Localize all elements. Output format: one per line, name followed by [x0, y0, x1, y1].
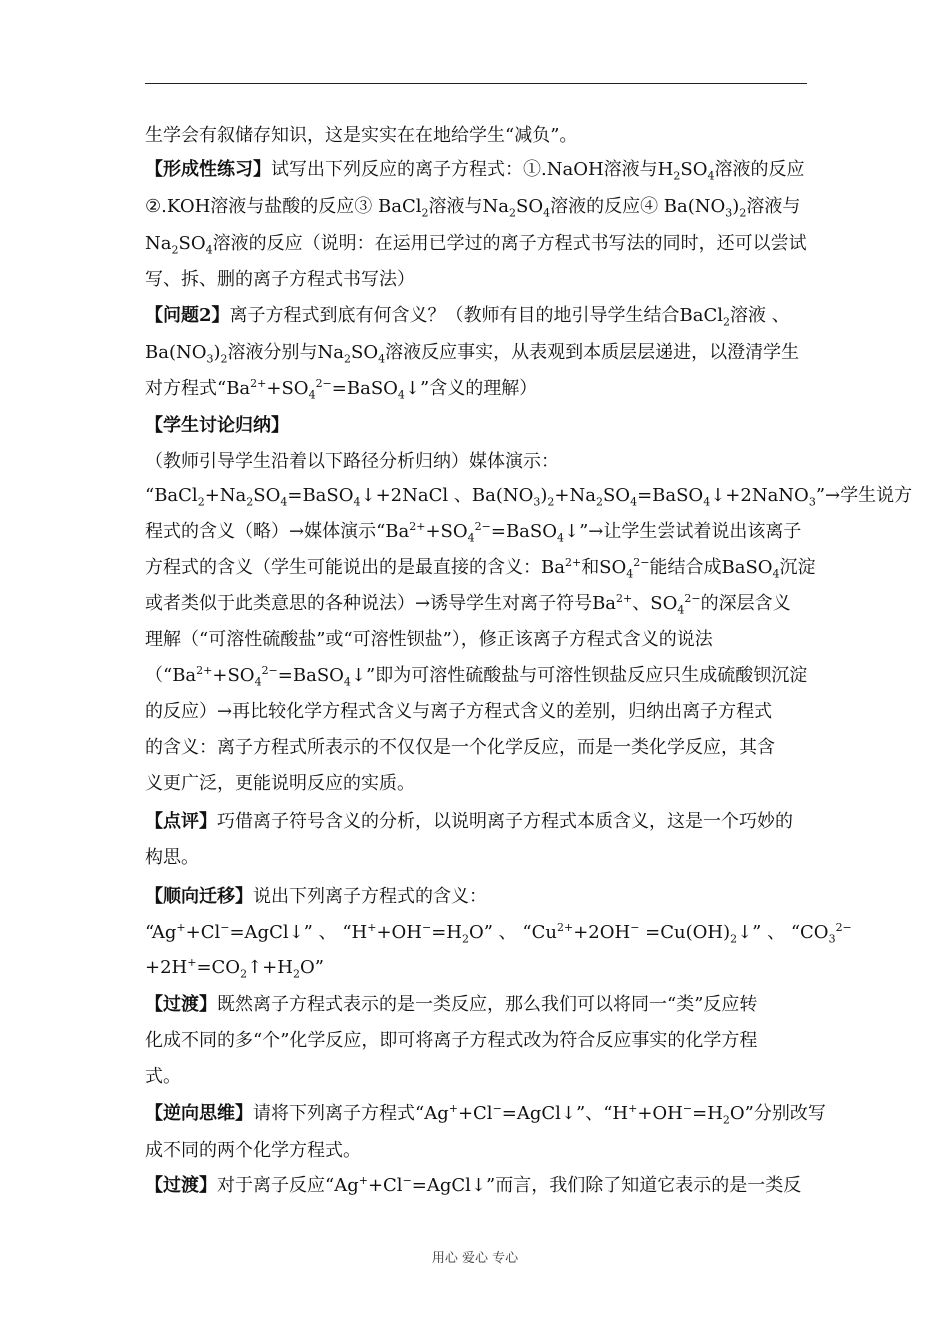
text-run: 对于离子反应“Ag — [217, 1175, 359, 1196]
chem-supscript: 2− — [684, 592, 701, 605]
chem-supscript: − — [492, 1102, 502, 1115]
text-run: Ba(NO — [145, 342, 207, 363]
text-line — [145, 414, 810, 438]
chem-subscript: 2 — [344, 352, 352, 366]
text-run: 化成不同的多“个”化学反应，即可将离子方程式改为符合反应事实的化学方程 — [145, 1030, 758, 1051]
chem-subscript: 3 — [206, 352, 214, 366]
text-line — [145, 1139, 810, 1163]
text-run: SO — [351, 342, 379, 363]
text-run: +SO — [266, 378, 309, 399]
text-line — [145, 304, 810, 328]
text-run: 溶液的反应（说明：在运用已学过的离子方程式书写法的同时，还可以尝试 — [212, 233, 807, 254]
text-run: ↓”即为可溶性硫酸盐与可溶性钡盐反应只生成硫酸钡沉淀 — [350, 665, 808, 686]
text-run: 既然离子方程式表示的是一类反应，那么我们可以将同一“类”反应转 — [217, 994, 758, 1015]
text-run: “BaCl — [145, 485, 198, 506]
text-run: +SO — [425, 521, 468, 542]
chem-subscript: 4 — [677, 603, 685, 617]
chem-subscript: 2 — [723, 315, 731, 329]
text-run: SO — [515, 196, 544, 217]
chem-subscript: 4 — [703, 495, 711, 509]
section-heading: 【问题2】 — [145, 305, 230, 326]
text-run: SO — [680, 159, 708, 180]
text-line — [145, 232, 810, 256]
chem-subscript: 4 — [467, 531, 475, 545]
text-line — [145, 772, 810, 796]
chem-subscript: 4 — [557, 531, 564, 545]
text-run: SO — [178, 233, 206, 254]
text-run: =BaSO — [490, 521, 557, 542]
chem-subscript: 2 — [197, 495, 205, 509]
text-line — [145, 124, 810, 148]
text-run: +2OH — [573, 922, 631, 943]
text-line — [145, 341, 810, 365]
text-run: SO — [602, 485, 631, 506]
text-run: O” 、 “Cu — [469, 922, 557, 943]
text-run: +OH — [637, 1103, 683, 1124]
text-run: ↓”→让学生尝试着说出该离子 — [564, 521, 802, 542]
chem-subscript: 3 — [828, 932, 836, 946]
chem-supscript: − — [630, 921, 640, 934]
chem-supscript: − — [402, 1174, 412, 1187]
text-run: =H — [431, 922, 462, 943]
text-line — [145, 993, 810, 1017]
text-line — [145, 956, 810, 980]
chem-subscript: 4 — [378, 352, 386, 366]
chem-supscript: 2+ — [616, 592, 633, 605]
text-line — [145, 664, 810, 688]
text-run: 试写出下列反应的离子方程式：①.NaOH溶液与H — [271, 159, 674, 180]
text-run: +2H — [145, 957, 188, 978]
text-run: =AgCl↓”、“H — [501, 1103, 629, 1124]
chem-subscript: 2 — [220, 352, 228, 366]
text-run: ) — [540, 485, 548, 506]
text-run: +Cl — [185, 922, 221, 943]
text-run: 理解（“可溶性硫酸盐”或“可溶性钡盐”），修正该离子方程式含义的说法 — [145, 629, 713, 650]
text-line — [145, 1174, 810, 1198]
chem-supscript: 2− — [474, 520, 491, 533]
text-run: 的含义：离子方程式所表示的不仅仅是一个化学反应，而是一类化学反应，其含 — [145, 737, 775, 758]
text-run: +Cl — [367, 1175, 403, 1196]
text-run: 成不同的两个化学方程式。 — [145, 1140, 361, 1161]
text-run: 构思。 — [145, 847, 199, 868]
chem-supscript: 2+ — [250, 377, 267, 390]
text-line — [145, 556, 816, 581]
text-run: 溶液与Na — [428, 196, 509, 217]
text-line — [145, 520, 810, 544]
text-run: 溶液的反应④ Ba(NO — [550, 196, 726, 217]
text-run: O” — [299, 957, 324, 978]
chem-subscript: 4 — [772, 567, 780, 581]
text-run: 溶液 、 — [730, 305, 790, 326]
text-line — [145, 268, 810, 292]
text-run: =AgCl↓” 、 “H — [229, 922, 368, 943]
text-run: ) — [213, 342, 221, 363]
header-rule — [145, 83, 807, 84]
text-run: 沉淀 — [779, 557, 816, 578]
text-run: O”分别改写 — [729, 1103, 826, 1124]
chem-subscript: 4 — [280, 495, 288, 509]
text-run: ↓”含义的理解） — [404, 378, 538, 399]
text-run: 写、拆、删的离子方程式书写法） — [145, 269, 415, 290]
chem-subscript: 2 — [730, 932, 738, 946]
section-heading: 【逆向思维】 — [145, 1103, 253, 1124]
text-line — [145, 450, 810, 474]
text-run: =BaSO — [637, 485, 704, 506]
text-run: 的深层含义 — [700, 593, 791, 614]
chem-subscript: 4 — [254, 675, 262, 689]
text-run: +SO — [212, 665, 255, 686]
text-line — [145, 1065, 810, 1089]
text-run: +OH — [376, 922, 422, 943]
text-run: =BaSO — [277, 665, 344, 686]
chem-supscript: 2+ — [196, 664, 213, 677]
chem-subscript: 2 — [547, 495, 555, 509]
section-heading: 【过渡】 — [145, 1175, 217, 1196]
chem-subscript: 3 — [533, 495, 541, 509]
text-run: +Na — [204, 485, 247, 506]
text-line — [145, 195, 810, 219]
chem-supscript: 2− — [315, 377, 332, 390]
text-run: 生学会有叙储存知识，这是实实在在地给学生“减负”。 — [145, 125, 578, 146]
text-run: （“Ba — [145, 665, 197, 686]
text-run: +Na — [554, 485, 596, 506]
text-run: =BaSO — [287, 485, 354, 506]
chem-supscript: + — [176, 921, 186, 934]
chem-subscript: 2 — [595, 495, 603, 509]
chem-supscript: 2− — [261, 664, 278, 677]
text-line — [145, 700, 810, 724]
page-footer: 用心 爱心 专心 — [431, 1251, 519, 1266]
chem-supscript: 2− — [633, 556, 650, 569]
chem-subscript: 3 — [725, 206, 733, 220]
chem-supscript: 2+ — [409, 520, 426, 533]
chem-subscript: 2 — [739, 206, 747, 220]
text-line — [145, 921, 852, 946]
chem-subscript: 4 — [707, 169, 715, 183]
text-run: =AgCl↓”而言，我们除了知道它表示的是一类反 — [411, 1175, 802, 1196]
text-run: ) — [732, 196, 740, 217]
text-run: 对方程式“Ba — [145, 378, 251, 399]
text-run: ↓+2NaNO — [710, 485, 809, 506]
text-line — [145, 158, 810, 182]
text-run: 和SO — [581, 557, 627, 578]
chem-subscript: 2 — [171, 243, 179, 257]
chem-subscript: 2 — [673, 169, 681, 183]
text-run: ②.KOH溶液与盐酸的反应③ BaCl — [145, 196, 422, 217]
text-run: =CO — [196, 957, 241, 978]
text-run: 溶液与 — [746, 196, 801, 217]
text-run: 方程式的含义（学生可能说出的是最直接的含义：Ba — [145, 557, 565, 578]
text-line — [145, 592, 810, 616]
section-heading: 【顺向迁移】 — [145, 886, 253, 907]
text-line — [145, 1102, 826, 1127]
chem-supscript: + — [358, 1174, 368, 1187]
chem-supscript: + — [367, 921, 377, 934]
text-run: 溶液反应事实，从表观到本质层层递进，以澄清学生 — [385, 342, 800, 363]
text-run: =H — [692, 1103, 723, 1124]
text-run: 溶液分别与Na — [227, 342, 345, 363]
chem-supscript: 2+ — [564, 556, 582, 569]
chem-supscript: + — [628, 1102, 638, 1115]
text-run: Na — [145, 233, 172, 254]
text-run: 请将下列离子方程式“Ag — [253, 1103, 449, 1124]
text-run: 溶液的反应 — [714, 159, 805, 180]
text-line — [145, 846, 810, 870]
text-run: SO — [253, 485, 281, 506]
chem-subscript: 2 — [292, 967, 300, 981]
text-run: =BaSO — [331, 378, 398, 399]
section-heading: 【点评】 — [145, 811, 217, 832]
text-run: 、SO — [632, 593, 678, 614]
chem-subscript: 4 — [343, 675, 351, 689]
chem-subscript: 2 — [462, 932, 469, 946]
text-run: 式。 — [145, 1066, 181, 1087]
chem-supscript: 2+ — [556, 921, 574, 934]
chem-subscript: 4 — [630, 495, 638, 509]
chem-supscript: 2− — [835, 921, 852, 934]
text-run: 能结合成BaSO — [649, 557, 773, 578]
text-run: （教师引导学生沿着以下路径分析归纳）媒体演示： — [145, 451, 559, 472]
chem-subscript: 2 — [246, 495, 254, 509]
text-run: 程式的含义（略）→媒体演示“Ba — [145, 521, 410, 542]
chem-subscript: 4 — [353, 495, 361, 509]
chem-subscript: 3 — [808, 495, 816, 509]
chem-subscript: 4 — [308, 388, 316, 402]
text-line — [145, 377, 810, 401]
text-run: ↓+2NaCl 、Ba(NO — [360, 485, 534, 506]
chem-subscript: 4 — [626, 567, 634, 581]
chem-subscript: 2 — [722, 1113, 730, 1127]
chem-supscript: − — [422, 921, 432, 934]
text-run: 说出下列离子方程式的含义： — [253, 886, 487, 907]
text-line — [145, 885, 810, 909]
text-line — [145, 736, 810, 760]
text-run: 义更广泛，更能说明反应的实质。 — [145, 773, 415, 794]
chem-subscript: 4 — [205, 243, 213, 257]
text-run: ↑+H — [247, 957, 293, 978]
chem-supscript: + — [448, 1102, 458, 1115]
section-heading: 【学生讨论归纳】 — [145, 415, 289, 436]
chem-supscript: − — [220, 921, 230, 934]
text-line — [145, 628, 810, 652]
chem-supscript: − — [682, 1102, 693, 1115]
text-run: ↓” 、 “CO — [737, 922, 829, 943]
section-heading: 【过渡】 — [145, 994, 217, 1015]
text-run: 的反应）→再比较化学方程式含义与离子方程式含义的差别，归纳出离子方程式 — [145, 701, 773, 722]
chem-supscript: + — [187, 956, 197, 969]
text-line — [145, 484, 913, 509]
text-run: ”→学生说方 — [815, 485, 913, 506]
chem-subscript: 2 — [240, 967, 248, 981]
chem-subscript: 4 — [397, 388, 405, 402]
text-run: +Cl — [457, 1103, 493, 1124]
text-line — [145, 810, 810, 834]
chem-subscript: 4 — [543, 206, 551, 220]
text-run: 巧借离子符号含义的分析，以说明离子方程式本质含义，这是一个巧妙的 — [217, 811, 793, 832]
chem-subscript: 2 — [421, 206, 429, 220]
text-run: “Ag — [145, 922, 177, 943]
text-run: 或者类似于此类意思的各种说法）→诱导学生对离子符号Ba — [145, 593, 617, 614]
chem-subscript: 2 — [508, 206, 516, 220]
text-line — [145, 1029, 810, 1053]
text-run: =Cu(OH) — [639, 922, 731, 943]
text-run: 离子方程式到底有何含义？（教师有目的地引导学生结合BaCl — [229, 305, 724, 326]
section-heading: 【形成性练习】 — [145, 159, 271, 180]
